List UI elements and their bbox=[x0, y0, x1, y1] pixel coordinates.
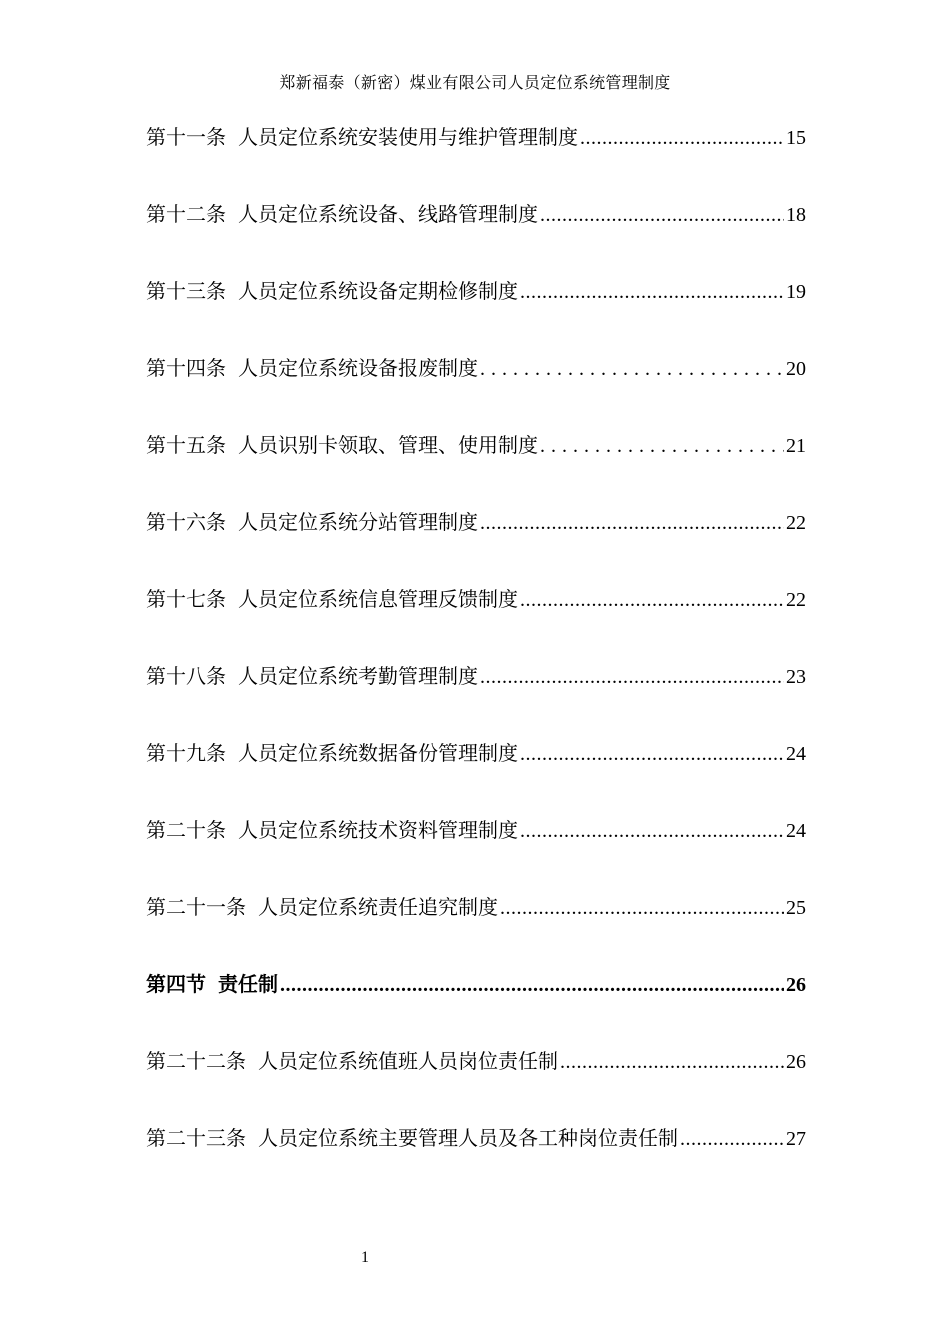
toc-entry-title: 人员定位系统设备定期检修制度 bbox=[238, 279, 518, 303]
toc-entry-number: 第二十三条 bbox=[146, 1126, 246, 1150]
toc-dot-leader bbox=[500, 889, 784, 927]
toc-entry-title: 人员定位系统设备、线路管理制度 bbox=[238, 202, 538, 226]
toc-dot-leader bbox=[520, 273, 784, 311]
toc-entry[interactable] bbox=[146, 734, 806, 811]
toc-entry-title: 人员定位系统设备报废制度 bbox=[238, 356, 478, 380]
toc-entry[interactable] bbox=[146, 272, 806, 349]
table-of-contents bbox=[146, 118, 806, 1196]
toc-dot-leader bbox=[580, 119, 784, 157]
toc-entry[interactable] bbox=[146, 1042, 806, 1119]
toc-dot-leader bbox=[680, 1120, 784, 1158]
toc-entry[interactable] bbox=[146, 580, 806, 657]
page-number: 1 bbox=[361, 1249, 369, 1266]
toc-entry[interactable] bbox=[146, 811, 806, 888]
toc-entry-page: 20 bbox=[786, 358, 806, 380]
document-header: 郑新福泰（新密）煤业有限公司人员定位系统管理制度 bbox=[279, 73, 671, 92]
toc-entry-page: 18 bbox=[786, 204, 806, 226]
toc-entry[interactable] bbox=[146, 349, 806, 426]
toc-section-entry[interactable] bbox=[146, 965, 806, 1042]
toc-entry[interactable] bbox=[146, 657, 806, 734]
toc-entry-page: 22 bbox=[786, 589, 806, 611]
toc-entry-page: 21 bbox=[786, 435, 806, 457]
toc-entry[interactable] bbox=[146, 888, 806, 965]
toc-entry-title: 人员识别卡领取、管理、使用制度 bbox=[238, 433, 538, 457]
toc-entry-page: 26 bbox=[786, 1051, 806, 1073]
toc-entry-number: 第十一条 bbox=[146, 125, 226, 149]
toc-entry-page: 22 bbox=[786, 512, 806, 534]
toc-entry-page: 27 bbox=[786, 1128, 806, 1150]
toc-entry-number: 第十六条 bbox=[146, 510, 226, 534]
toc-entry-title: 人员定位系统技术资料管理制度 bbox=[238, 818, 518, 842]
toc-entry-number: 第十五条 bbox=[146, 433, 226, 457]
toc-entry-page: 15 bbox=[786, 127, 806, 149]
toc-entry-page: 24 bbox=[786, 820, 806, 842]
toc-entry-title: 人员定位系统分站管理制度 bbox=[238, 510, 478, 534]
toc-entry-page: 19 bbox=[786, 281, 806, 303]
toc-section-page: 26 bbox=[786, 974, 806, 996]
toc-dot-leader bbox=[480, 350, 784, 388]
toc-entry-number: 第十二条 bbox=[146, 202, 226, 226]
toc-entry[interactable] bbox=[146, 503, 806, 580]
toc-entry-page: 23 bbox=[786, 666, 806, 688]
toc-entry[interactable] bbox=[146, 118, 806, 195]
toc-entry-number: 第十四条 bbox=[146, 356, 226, 380]
toc-section-number: 第四节 bbox=[146, 972, 206, 996]
toc-dot-leader bbox=[480, 658, 784, 696]
toc-entry[interactable] bbox=[146, 426, 806, 503]
toc-entry-number: 第十九条 bbox=[146, 741, 226, 765]
toc-entry-number: 第二十一条 bbox=[146, 895, 246, 919]
toc-entry-title: 人员定位系统考勤管理制度 bbox=[238, 664, 478, 688]
toc-entry-title: 人员定位系统责任追究制度 bbox=[258, 895, 498, 919]
toc-entry[interactable] bbox=[146, 1119, 806, 1196]
toc-entry-number: 第二十二条 bbox=[146, 1049, 246, 1073]
toc-entry-title: 人员定位系统信息管理反馈制度 bbox=[238, 587, 518, 611]
toc-dot-leader bbox=[520, 581, 784, 619]
toc-entry-number: 第十七条 bbox=[146, 587, 226, 611]
toc-entry-title: 人员定位系统安装使用与维护管理制度 bbox=[238, 125, 578, 149]
toc-dot-leader bbox=[540, 427, 784, 465]
toc-entry-number: 第二十条 bbox=[146, 818, 226, 842]
toc-entry-page: 25 bbox=[786, 897, 806, 919]
toc-entry-number: 第十三条 bbox=[146, 279, 226, 303]
toc-dot-leader bbox=[560, 1043, 784, 1081]
toc-dot-leader bbox=[480, 504, 784, 542]
toc-entry[interactable] bbox=[146, 195, 806, 272]
toc-entry-title: 人员定位系统数据备份管理制度 bbox=[238, 741, 518, 765]
toc-entry-number: 第十八条 bbox=[146, 664, 226, 688]
toc-section-title: 责任制 bbox=[218, 972, 278, 996]
toc-dot-leader bbox=[540, 196, 784, 234]
toc-dot-leader bbox=[520, 812, 784, 850]
toc-entry-page: 24 bbox=[786, 743, 806, 765]
toc-dot-leader bbox=[280, 966, 784, 1004]
toc-entry-title: 人员定位系统值班人员岗位责任制 bbox=[258, 1049, 558, 1073]
toc-dot-leader bbox=[520, 735, 784, 773]
toc-entry-title: 人员定位系统主要管理人员及各工种岗位责任制 bbox=[258, 1126, 678, 1150]
